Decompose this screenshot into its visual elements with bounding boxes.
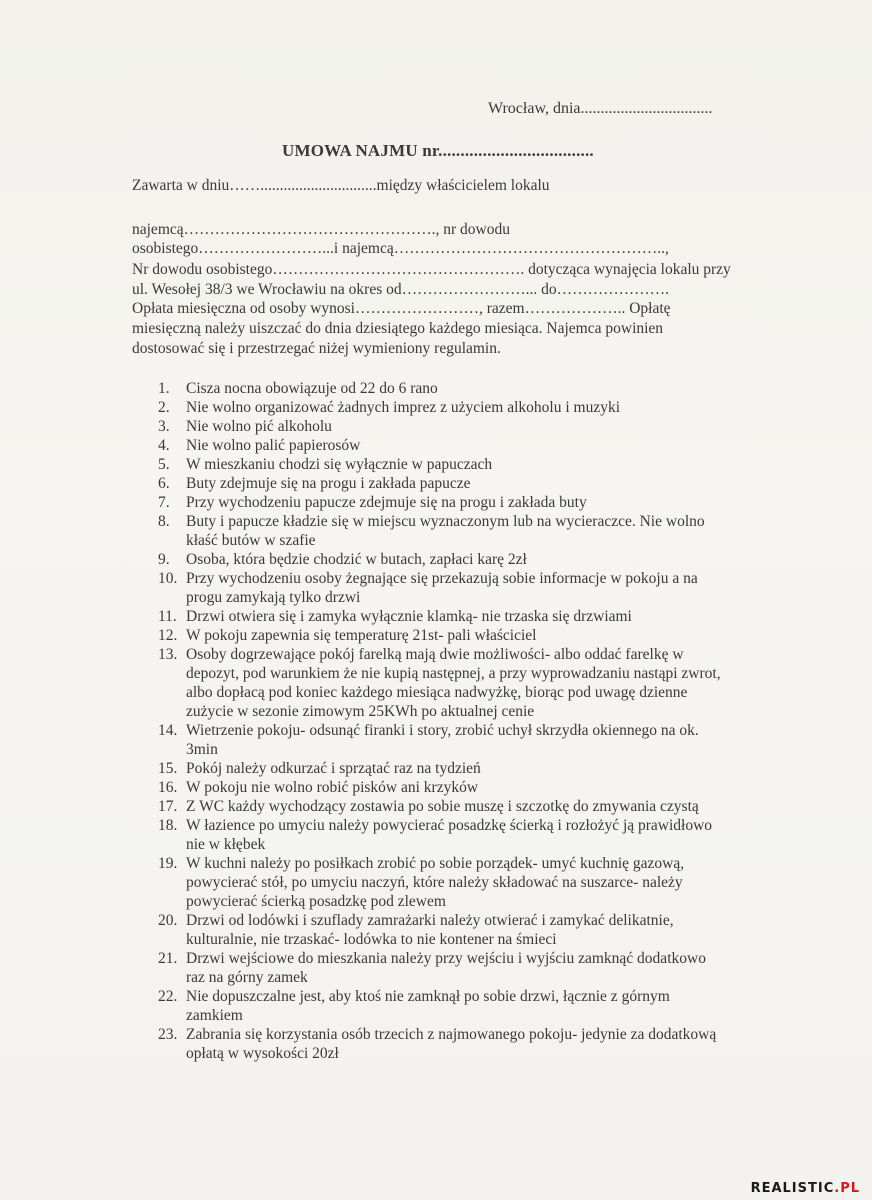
rule-number: 14. [158, 722, 178, 739]
rule-item [158, 816, 786, 854]
rule-text-line: Nie wolno pić alkoholu [186, 418, 332, 435]
rule-item [158, 854, 786, 911]
rule-text [186, 778, 786, 797]
rule-text [186, 398, 786, 417]
rule-text [186, 645, 786, 721]
rule-number: 7. [158, 494, 170, 511]
rule-number: 10. [158, 570, 178, 587]
rule-number: 18. [158, 817, 178, 834]
rule-item [158, 645, 786, 721]
watermark-suffix: .PL [834, 1181, 860, 1196]
rule-text [186, 569, 786, 607]
rule-number: 3. [158, 418, 170, 435]
rule-item [158, 797, 786, 816]
rule-number: 6. [158, 475, 170, 492]
rule-text [186, 512, 786, 550]
rule-text-line: zamkiem [186, 1007, 243, 1024]
rule-text-line: Nie wolno palić papierosów [186, 437, 361, 454]
rule-number: 20. [158, 912, 178, 929]
rule-text-line: Z WC każdy wychodzący zostawia po sobie muszę i szczotkę do zmywania czystą [186, 798, 699, 815]
rule-item [158, 379, 786, 398]
rule-text [186, 854, 786, 911]
intro-line: osobistego……………………...i najemcą…………………………………………….., [132, 240, 669, 257]
rule-text-line: Osoba, która będzie chodzić w butach, zapłaci karę 2zł [186, 551, 527, 568]
rule-number: 4. [158, 437, 170, 454]
rule-text-line: albo dopłacą pod koniec każdego miesiąca nadwyżkę, biorąc pod uwagę dzienne [186, 684, 688, 701]
rule-item [158, 455, 786, 474]
rule-item [158, 417, 786, 436]
rule-text [186, 759, 786, 778]
rule-item [158, 721, 786, 759]
intro-line: Zawarta w dniu……..............................między właścicielem lokalu [132, 177, 550, 194]
rule-text-line: Cisza nocna obowiązuje od 22 do 6 rano [186, 380, 438, 397]
rule-text [186, 987, 786, 1025]
rule-item [158, 569, 786, 607]
rule-item [158, 1025, 786, 1063]
rule-text-line: W pokoju nie wolno robić pisków ani krzyków [186, 779, 479, 796]
intro-line: Opłata miesięczna od osoby wynosi……………………, razem……………….. Opłatę [132, 300, 671, 317]
rule-text-line: Nie dopuszczalne jest, aby ktoś nie zamknął po sobie drzwi, łącznie z górnym [186, 988, 670, 1005]
rule-text [186, 436, 786, 455]
rule-item [158, 493, 786, 512]
rule-item [158, 550, 786, 569]
rule-number: 19. [158, 855, 178, 872]
rule-number: 12. [158, 627, 178, 644]
rule-text [186, 1025, 786, 1063]
rule-item [158, 474, 786, 493]
rule-text [186, 721, 786, 759]
rule-number: 5. [158, 456, 170, 473]
rule-text [186, 911, 786, 949]
rule-item [158, 987, 786, 1025]
rule-text-line: Pokój należy odkurzać i sprzątać raz na tydzień [186, 760, 481, 777]
rule-number: 23. [158, 1026, 178, 1043]
rule-text-line: raz na górny zamek [186, 969, 308, 986]
rule-text-line: Drzwi otwiera się i zamyka wyłącznie klamką- nie trzaska się drzwiami [186, 608, 632, 625]
rule-item [158, 626, 786, 645]
rule-text [186, 379, 786, 398]
rule-text [186, 455, 786, 474]
rule-text-line: Nie wolno organizować żadnych imprez z użyciem alkoholu i muzyki [186, 399, 620, 416]
rule-text-line: Przy wychodzeniu papucze zdejmuje się na progu i zakłada buty [186, 494, 587, 511]
rule-text-line: opłatą w wysokości 20zł [186, 1045, 339, 1062]
rule-item [158, 436, 786, 455]
rule-text-line: Zabrania się korzystania osób trzecich z najmowanego pokoju- jedynie za dodatkową [186, 1026, 717, 1043]
rules-list [158, 379, 786, 1063]
rule-text-line: 3min [186, 741, 218, 758]
rule-text-line: Wietrzenie pokoju- odsunąć firanki i story, zrobić uchył skrzydła okiennego na ok. [186, 722, 699, 739]
intro-line: Nr dowodu osobistego…………………………………………. dotycząca wynajęcia lokalu przy [132, 261, 731, 278]
rule-text-line: depozyt, pod warunkiem że nie kupią następnej, a przy wyprowadzaniu nastąpi zwrot, [186, 665, 721, 682]
rule-text-line: progu zamykają tylko drzwi [186, 589, 361, 606]
rule-number: 2. [158, 399, 170, 416]
date-line: Wrocław, dnia................................. [488, 100, 713, 117]
intro-line: dostosować się i przestrzegać niżej wymieniony regulamin. [132, 340, 501, 357]
rule-item [158, 398, 786, 417]
rule-text-line: W łazience po umyciu należy powycierać posadzkę ścierką i rozłożyć ją prawidłowo [186, 817, 713, 834]
rule-item [158, 949, 786, 987]
watermark-text: REALISTIC [750, 1181, 835, 1196]
rule-number: 16. [158, 779, 178, 796]
watermark [751, 1181, 860, 1196]
rule-number: 13. [158, 646, 178, 663]
document-title: UMOWA NAJMU nr................................... [282, 141, 594, 160]
rule-text [186, 474, 786, 493]
intro-line: miesięczną należy uiszczać do dnia dziesiątego każdego miesiąca. Najemca powinien [132, 320, 664, 337]
rule-text [186, 816, 786, 854]
rule-item [158, 778, 786, 797]
rule-text [186, 626, 786, 645]
rule-text-line: nie w kłębek [186, 836, 266, 853]
rule-text-line: powycierać stół, po umyciu naczyń, które należy składować na suszarce- należy [186, 874, 683, 891]
rule-number: 21. [158, 950, 178, 967]
rule-text-line: Drzwi od lodówki i szuflady zamrażarki należy otwierać i zamykać delikatnie, [186, 912, 674, 929]
rule-item [158, 759, 786, 778]
rule-text-line: zużycie w sezonie zimowym 25KWh po aktualnej cenie [186, 703, 535, 720]
rule-text-line: kłaść butów w szafie [186, 532, 316, 549]
rule-text-line: W kuchni należy po posiłkach zrobić po sobie porządek- umyć kuchnię gazową, [186, 855, 685, 872]
rule-text-line: W pokoju zapewnia się temperaturę 21st- pali właściciel [186, 627, 537, 644]
rule-number: 22. [158, 988, 178, 1005]
rule-text [186, 607, 786, 626]
rule-number: 1. [158, 380, 170, 397]
rule-text-line: Buty i papucze kładzie się w miejscu wyznaczonym lub na wycieraczce. Nie wolno [186, 513, 705, 530]
rule-text [186, 493, 786, 512]
intro-line: najemcą…………………………………………., nr dowodu [132, 221, 510, 238]
rule-text [186, 797, 786, 816]
rule-text-line: Osoby dogrzewające pokój farelką mają dwie możliwości- albo oddać farelkę w [186, 646, 684, 663]
rule-item [158, 911, 786, 949]
rule-text-line: Przy wychodzeniu osoby żegnające się przekazują sobie informacje w pokoju a na [186, 570, 698, 587]
rule-number: 9. [158, 551, 170, 568]
rule-text-line: W mieszkaniu chodzi się wyłącznie w papuczach [186, 456, 493, 473]
rule-text [186, 550, 786, 569]
rule-text-line: Buty zdejmuje się na progu i zakłada papucze [186, 475, 471, 492]
rule-number: 15. [158, 760, 178, 777]
rule-text [186, 417, 786, 436]
rule-text [186, 949, 786, 987]
rule-text-line: Drzwi wejściowe do mieszkania należy przy wejściu i wyjściu zamknąć dodatkowo [186, 950, 706, 967]
rule-item [158, 512, 786, 550]
rule-text-line: kulturalnie, nie trzaskać- lodówka to nie kontener na śmieci [186, 931, 557, 948]
rule-number: 11. [158, 608, 177, 625]
rule-number: 17. [158, 798, 178, 815]
rule-number: 8. [158, 513, 170, 530]
intro-line: ul. Wesołej 38/3 we Wrocławiu na okres od……………………... do…………………. [132, 281, 669, 298]
rule-item [158, 607, 786, 626]
rule-text-line: powycierać ścierką posadzkę pod zlewem [186, 893, 446, 910]
